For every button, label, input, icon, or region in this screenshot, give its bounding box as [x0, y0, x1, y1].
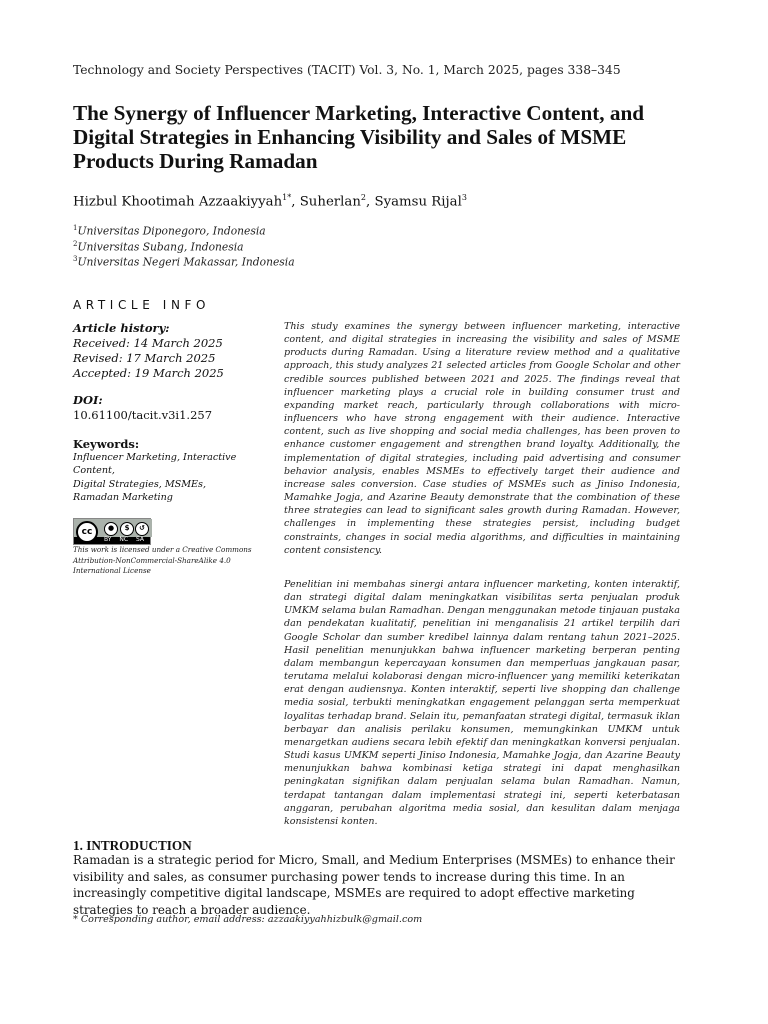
- badge-nc-label: NC: [119, 536, 129, 543]
- author-separator: ,: [291, 194, 300, 210]
- author-name: Syamsu Rijal: [374, 194, 462, 210]
- badge-by-label: BY: [103, 536, 112, 543]
- license-line: International License: [73, 566, 151, 576]
- received-date: Received: 14 March 2025: [73, 336, 223, 350]
- keywords-line: Ramadan Marketing: [73, 492, 173, 504]
- article-history: [73, 321, 278, 381]
- paper-page: [73, 0, 689, 1024]
- keywords-line: Digital Strategies, MSMEs,: [73, 478, 207, 490]
- doi-link[interactable]: 10.61100/tacit.v3i1.257: [73, 408, 213, 422]
- keywords-block: [73, 438, 278, 505]
- author-mark: 3: [461, 193, 467, 202]
- license-line: Attribution-NonCommercial-ShareAlike 4.0: [73, 555, 231, 565]
- corresponding-author-footnote: * Corresponding author, email address: azzaakiyyahhizbulk@gmail.com: [73, 914, 423, 925]
- affiliation-text: Universitas Negeri Makassar, Indonesia: [77, 255, 295, 269]
- abstract-english: This study examines the synergy between influencer marketing, interactive content, and digital strategies in increasing the visibility and sales of MSME products during Ramadan. Using a literature review method and a qualitative approach, this study analyzes 21 selected articles from Google Scholar and other credible sources published between 2021 and 2025. The findings reveal that influencer marketing plays a crucial role in building consumer trust and expanding market reach, particularly through collaborations with micro-influencers who have strong engagement with their audience. Interactive content, such as live shopping and social media challenges, has been proven to enhance customer engagement and strengthen brand loyalty. Additionally, the implementation of digital strategies, including paid advertising and consumer behavior analysis, enables MSMEs to effectively target their audience and increase sales conversion. Case studies of MSMEs such as Jiniso Indonesia, Mamahke Jogja, and Azarine Beauty demonstrate that the combination of these three strategies can lead to significant sales growth during Ramadan. However, challenges in implementing these strategies persist, including budget constraints, changes in social media algorithms, and difficulties in maintaining content consistency.: [284, 321, 680, 556]
- paper-title: The Synergy of Influencer Marketing, Interactive Content, and Digital Strategies in Enhancing Visibility and Sales of MSME Products During Ramadan: [73, 101, 645, 173]
- journal-citation-line: Technology and Society Perspectives (TACIT) Vol. 3, No. 1, March 2025, pages 338–345: [73, 63, 621, 77]
- affiliation-1: [73, 224, 266, 238]
- article-info-heading: ARTICLE INFO: [73, 298, 211, 312]
- author-list: [73, 193, 467, 209]
- sharealike-icon: ↺: [135, 522, 149, 536]
- affiliation-number: 3: [73, 255, 78, 263]
- history-label: Article history:: [73, 321, 170, 335]
- author-mark: 1*: [282, 193, 292, 202]
- attribution-icon: ●: [104, 522, 118, 536]
- affiliation-text: Universitas Diponegoro, Indonesia: [77, 224, 266, 238]
- affiliation-number: 2: [73, 240, 78, 248]
- author-name: Suherlan: [299, 194, 361, 210]
- revised-date: Revised: 17 March 2025: [73, 351, 216, 365]
- badge-sa-label: SA: [135, 536, 145, 543]
- abstract-indonesian: Penelitian ini membahas sinergi antara influencer marketing, konten interaktif, dan strategi digital dalam meningkatkan visibilitas serta penjualan produk UMKM selama bulan Ramadhan. Dengan menggunakan metode tinjauan pustaka dan pendekatan kualitatif, penelitian ini menganalisis 21 artikel terpilih dari Google Scholar dan sumber kredibel lainnya dalam rentang tahun 2021–2025. Hasil penelitian menunjukkan bahwa influencer marketing berperan penting dalam membangun kepercayaan konsumen dan memperluas jangkauan pasar, terutama melalui kolaborasi dengan micro-influencer yang memiliki keterikatan erat dengan audiensnya. Konten interaktif, seperti live shopping dan challenge media sosial, terbukti meningkatkan engagement pelanggan serta memperkuat loyalitas terhadap brand. Selain itu, pemanfaatan strategi digital, termasuk iklan berbayar dan analisis perilaku konsumen, memungkinkan UMKM untuk menargetkan audiens secara lebih efektif dan meningkatkan konversi penjualan. Studi kasus UMKM seperti Jiniso Indonesia, Mamahke Jogja, dan Azarine Beauty menunjukkan bahwa kombinasi ketiga strategi ini dapat menghasilkan peningkatan signifikan dalam penjualan selama bulan Ramadhan. Namun, terdapat tantangan dalam implementasi strategi ini, seperti keterbatasan anggaran, perubahan algoritma media sosial, dan kesulitan dalam menjaga konsistensi konten.: [284, 579, 680, 827]
- doi-label: DOI:: [73, 393, 103, 407]
- license-text: [73, 545, 278, 577]
- author-separator: ,: [366, 194, 375, 210]
- accepted-date: Accepted: 19 March 2025: [73, 366, 224, 380]
- license-line: This work is licensed under a Creative Commons: [73, 545, 252, 554]
- affiliation-text: Universitas Subang, Indonesia: [77, 240, 244, 254]
- cc-icon: cc: [76, 521, 98, 543]
- badge-labels: [100, 535, 148, 544]
- affiliation-number: 1: [73, 224, 78, 232]
- author-mark: 2: [360, 193, 367, 202]
- noncommercial-icon: $: [120, 522, 134, 536]
- author-name: Hizbul Khootimah Azzaakiyyah: [73, 194, 283, 210]
- doi-block: [73, 393, 278, 423]
- affiliation-2: [73, 240, 244, 254]
- cc-license-badge[interactable]: [73, 518, 151, 545]
- introduction-heading: 1. INTRODUCTION: [73, 838, 192, 853]
- affiliation-3: [73, 255, 295, 269]
- keywords-line: Influencer Marketing, Interactive Content,: [73, 452, 237, 477]
- introduction-paragraph: Ramadan is a strategic period for Micro, Small, and Medium Enterprises (MSMEs) to enhance their visibility and sales, as consumer purchasing power tends to increase during this time. In an increasingly competitive digital landscape, MSMEs are required to adopt effective marketing strategies to reach a broader audience.: [73, 853, 675, 917]
- keywords-label: Keywords:: [73, 437, 140, 451]
